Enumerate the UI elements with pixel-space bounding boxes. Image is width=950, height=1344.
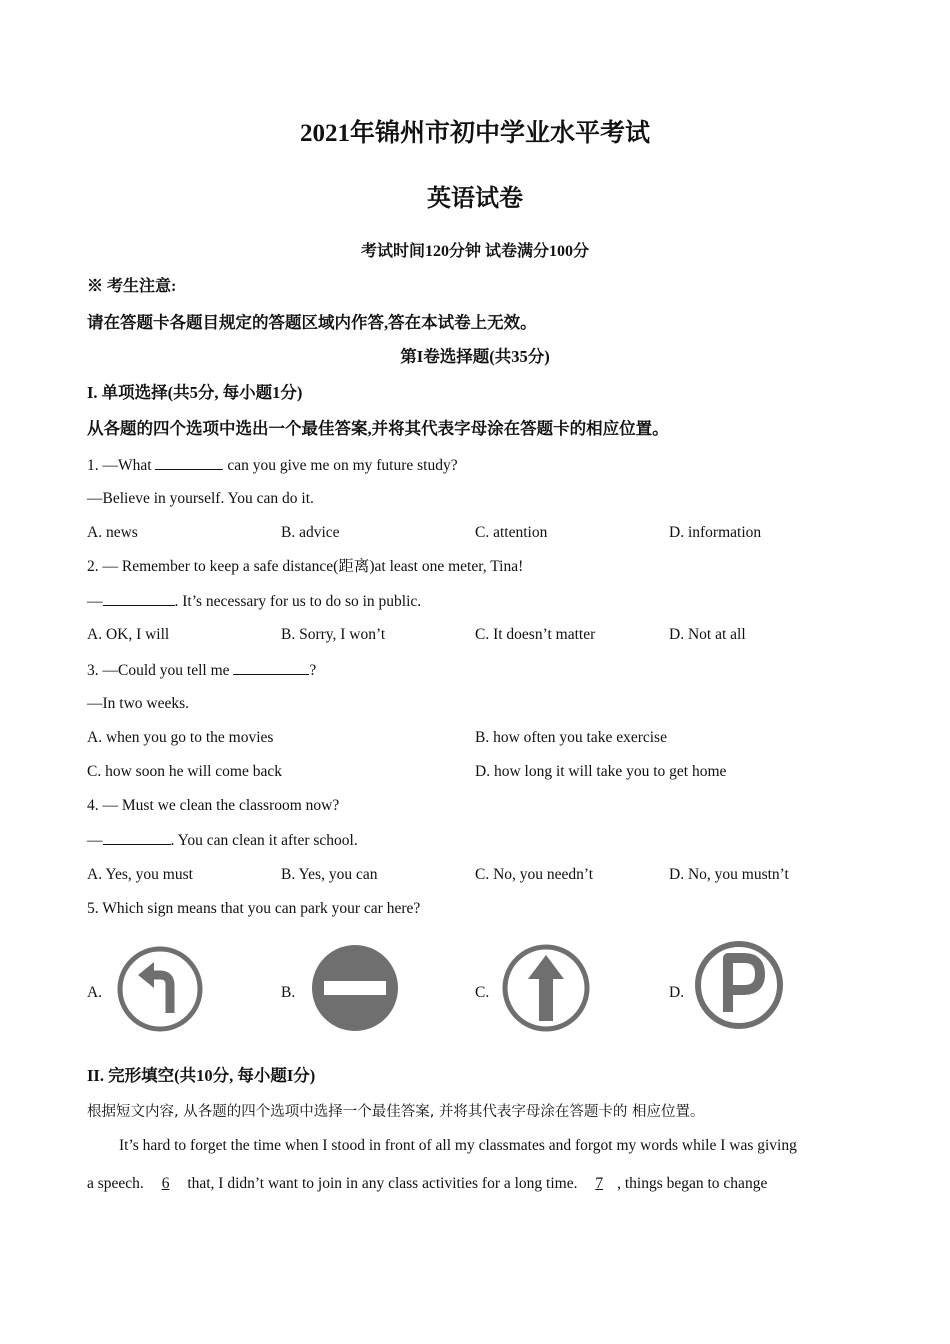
- q2-option-a: A. OK, I will: [87, 626, 170, 643]
- passage-line-1: It’s hard to forget the time when I stood in front of all my classmates and forgot my words while I was giving: [119, 1137, 797, 1154]
- no-entry-sign-icon: [310, 943, 400, 1033]
- q2-option-c: C. It doesn’t matter: [475, 626, 596, 643]
- notice-text: 请在答题卡各题目规定的答题区域内作答,答在本试卷上无效。: [87, 313, 537, 332]
- reply-text: . You can clean it after school.: [170, 832, 358, 849]
- q3-option-c: C. how soon he will come back: [87, 763, 283, 780]
- question-text: 3. —Could you tell me: [87, 662, 234, 679]
- answer-blank: [103, 830, 171, 845]
- straight-ahead-sign-icon: [502, 943, 590, 1033]
- question-text: 1. —What: [87, 457, 156, 474]
- exam-subtitle: 英语试卷: [427, 186, 523, 212]
- question-1-reply: —Believe in yourself. You can do it.: [87, 490, 314, 507]
- q3-option-a: A. when you go to the movies: [87, 729, 274, 746]
- q4-option-c: C. No, you needn’t: [475, 866, 594, 883]
- passage-text: , things began to change: [617, 1175, 768, 1192]
- q4-option-d: D. No, you mustn’t: [669, 866, 789, 883]
- passage-text: a speech.: [87, 1175, 148, 1192]
- reply-text: . It’s necessary for us to do so in public.: [174, 593, 422, 610]
- blank-7: 7: [595, 1175, 604, 1192]
- reply-dash: —: [87, 593, 103, 610]
- q2-option-b: B. Sorry, I won’t: [281, 626, 386, 643]
- q1-option-d: D. information: [669, 524, 762, 541]
- section2-heading: II. 完形填空(共10分, 每小题I分): [87, 1066, 316, 1085]
- q1-option-b: B. advice: [281, 524, 340, 541]
- question-5: 5. Which sign means that you can park your car here?: [87, 900, 421, 917]
- question-text: can you give me on my future study?: [223, 457, 458, 474]
- blank-6: 6: [161, 1175, 170, 1192]
- question-3-reply: —In two weeks.: [87, 695, 190, 712]
- section2-instruction: 根据短文内容, 从各题的四个选项中选择一个最佳答案, 并将其代表字母涂在答题卡的 相应位置。: [87, 1104, 705, 1120]
- passage-text: that, I didn’t want to join in any class activities for a long time.: [183, 1175, 582, 1192]
- q2-option-d: D. Not at all: [669, 626, 746, 643]
- q1-option-c: C. attention: [475, 524, 548, 541]
- question-1: [87, 455, 458, 476]
- question-2: 2. — Remember to keep a safe distance(距离)at least one meter, Tina!: [87, 558, 524, 575]
- passage-line-2: [87, 1174, 767, 1194]
- q5-option-d: D.: [669, 984, 685, 1001]
- question-2-reply: [87, 591, 421, 612]
- q1-option-a: A. news: [87, 524, 138, 541]
- q5-option-b: B.: [281, 984, 296, 1001]
- exam-title: 2021年锦州市初中学业水平考试: [299, 120, 650, 147]
- question-3: [87, 660, 316, 681]
- q5-option-a: A.: [87, 984, 103, 1001]
- exam-info: 考试时间120分钟 试卷满分100分: [360, 243, 589, 260]
- q3-option-d: D. how long it will take you to get home: [475, 763, 727, 780]
- part-heading: 第I卷选择题(共35分): [400, 347, 550, 366]
- parking-sign-icon: [694, 940, 784, 1030]
- q3-option-b: B. how often you take exercise: [475, 729, 667, 746]
- question-text: ?: [309, 662, 317, 679]
- q4-option-a: A. Yes, you must: [87, 866, 193, 883]
- q4-option-b: B. Yes, you can: [281, 866, 378, 883]
- turn-left-sign-icon: [116, 945, 204, 1033]
- question-4: 4. — Must we clean the classroom now?: [87, 797, 340, 814]
- notice-heading: ※ 考生注意:: [87, 278, 177, 295]
- section1-instruction: 从各题的四个选项中选出一个最佳答案,并将其代表字母涂在答题卡的相应位置。: [87, 419, 669, 438]
- q5-option-c: C.: [475, 984, 490, 1001]
- question-4-reply: [87, 830, 358, 851]
- reply-dash: —: [87, 832, 103, 849]
- answer-blank: [155, 455, 223, 470]
- answer-blank: [103, 591, 175, 606]
- section1-heading: I. 单项选择(共5分, 每小题1分): [87, 383, 303, 402]
- answer-blank: [233, 660, 309, 675]
